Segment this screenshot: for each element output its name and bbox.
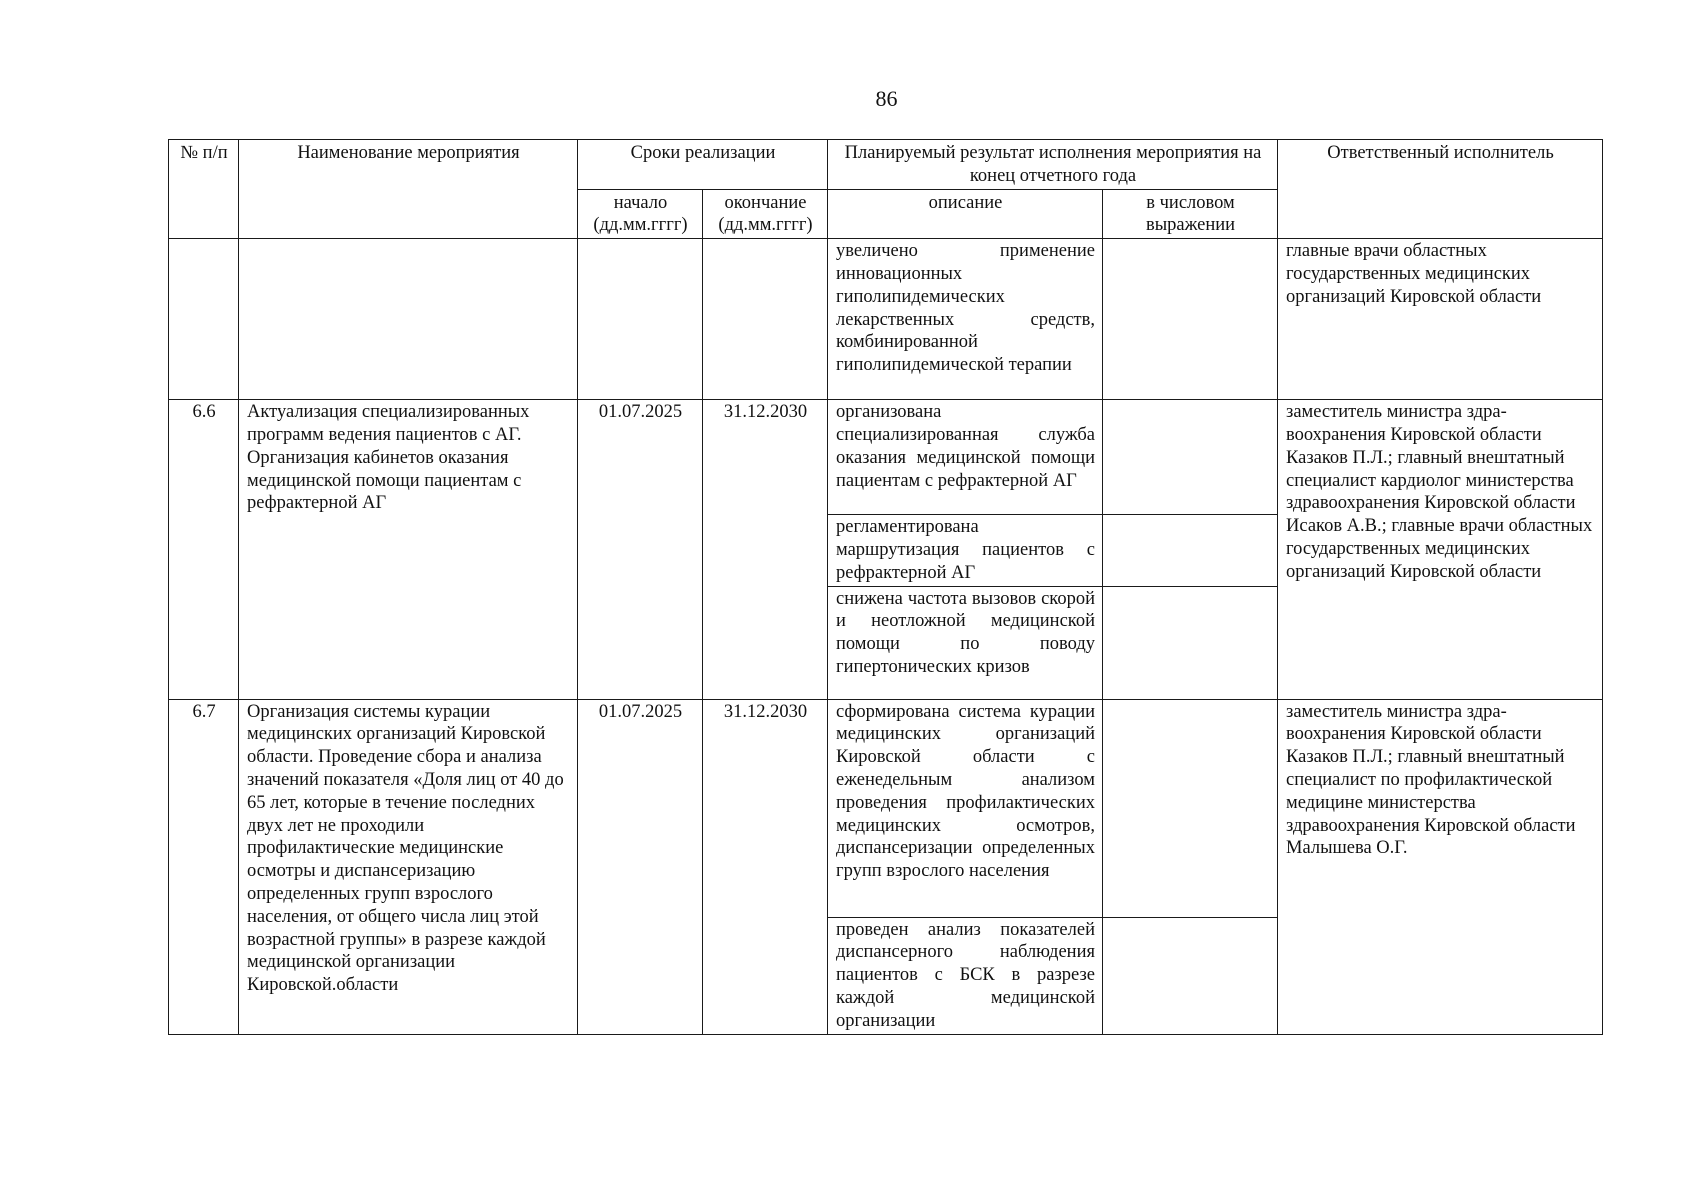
row-start xyxy=(578,239,703,400)
header-row-1 xyxy=(169,140,1603,190)
table-row xyxy=(169,699,1603,917)
result-numeric xyxy=(1103,586,1278,699)
row-num xyxy=(169,239,239,400)
result-numeric xyxy=(1103,699,1278,917)
result-numeric xyxy=(1103,515,1278,586)
table-row xyxy=(169,400,1603,515)
header-name: Наименование мероприятия xyxy=(239,140,578,239)
row-end: 31.12.2030 xyxy=(703,699,828,1034)
result-description: сформирована система курации медицинских организаций Кировской области с еженедельным анализом проведения профилактических медицинских осмотров, диспансеризации определенных групп взрослого населения xyxy=(828,699,1103,917)
row-responsible: заместитель министра здра-воохранения Кировской области Казаков П.Л.; главный внештатный специалист по профилактической медицине министерства здравоохранения Кировской области Малышева О.Г. xyxy=(1278,699,1603,1034)
row-name xyxy=(239,239,578,400)
header-result: Планируемый результат исполнения мероприятия на конец отчетного года xyxy=(828,140,1278,190)
result-description: регламентирована маршрутизация пациентов с рефрактерной АГ xyxy=(828,515,1103,586)
header-numeric: в числовом выражении xyxy=(1103,189,1278,239)
header-description: описание xyxy=(828,189,1103,239)
row-name: Организация системы курации медицинских организаций Кировской области. Проведение сбора и анализа значений показателя «Доля лиц от 40 до 65 лет, которые в течение последних двух лет не проходили профилактические медицинские осмотры и диспансеризацию определенных групп взрослого населения, от общего числа лиц этой возрастной группы» в разрезе каждой медицинской организации Кировской.области xyxy=(239,699,578,1034)
result-numeric xyxy=(1103,400,1278,515)
row-responsible: заместитель министра здра-воохранения Кировской области Казаков П.Л.; главный внештатный специалист кардиолог министерства здравоохранения Кировской области Исаков А.В.; главные врачи областных государственных медицинских организаций Кировской области xyxy=(1278,400,1603,699)
header-responsible: Ответственный исполнитель xyxy=(1278,140,1603,239)
row-num: 6.7 xyxy=(169,699,239,1034)
activities-table xyxy=(168,139,1603,1035)
result-description: проведен анализ показателей диспансерного наблюдения пациентов с БСК в разрезе каждой медицинской организации xyxy=(828,917,1103,1034)
row-start: 01.07.2025 xyxy=(578,699,703,1034)
header-num: № п/п xyxy=(169,140,239,239)
row-end: 31.12.2030 xyxy=(703,400,828,699)
header-end: окончание (дд.мм.гггг) xyxy=(703,189,828,239)
row-name: Актуализация специализированных программ ведения пациентов с АГ. Организация кабинетов оказания медицинской помощи пациентам с рефрактерной АГ xyxy=(239,400,578,699)
table-row xyxy=(169,239,1603,400)
row-start: 01.07.2025 xyxy=(578,400,703,699)
result-numeric xyxy=(1103,239,1278,400)
header-dates: Сроки реализации xyxy=(578,140,828,190)
row-num: 6.6 xyxy=(169,400,239,699)
result-description: снижена частота вызовов скорой и неотложной медицинской помощи по поводу гипертонических кризов xyxy=(828,586,1103,699)
row-end xyxy=(703,239,828,400)
row-responsible: главные врачи областных государственных медицинских организаций Кировской области xyxy=(1278,239,1603,400)
header-start: начало (дд.мм.гггг) xyxy=(578,189,703,239)
result-description: увеличено применение инновационных гиполипидемических лекарственных средств, комбинированной гиполипидемической терапии xyxy=(828,239,1103,400)
page-number: 86 xyxy=(875,86,898,111)
result-numeric xyxy=(1103,917,1278,1034)
result-description: организована специализированная служба оказания медицинской помощи пациентам с рефрактерной АГ xyxy=(828,400,1103,515)
